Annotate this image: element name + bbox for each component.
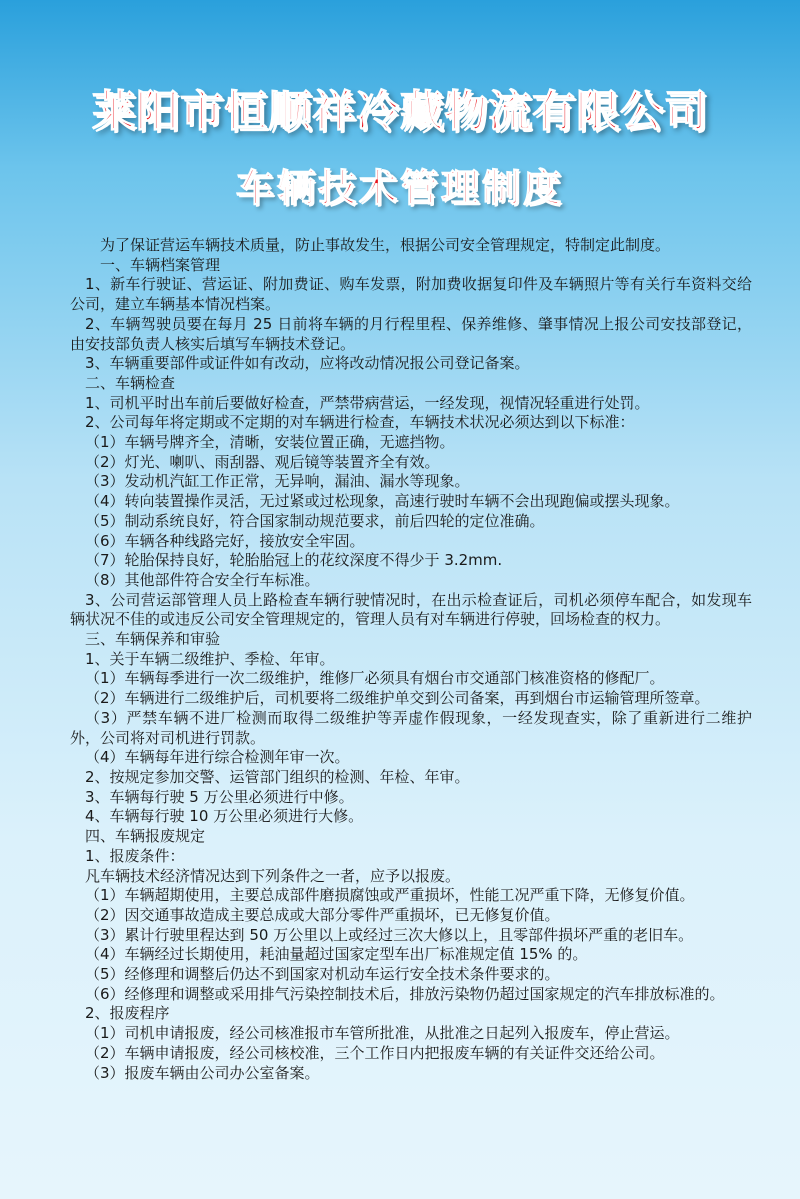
paragraph: （2）因交通事故造成主要总成或大部分零件严重损坏，已无修复价值。 <box>85 905 560 924</box>
company-name: 莱阳市恒顺祥冷藏物流有限公司 <box>92 87 708 137</box>
paragraph: 3、车辆重要部件或证件如有改动，应将改动情况报公司登记备案。 <box>85 354 530 373</box>
paragraph: （2）车辆申请报废，经公司核校准，三个工作日内把报废车辆的有关证件交还给公司。 <box>85 1043 665 1062</box>
paragraph: （6）经修理和调整或采用排气污染控制技术后，排放污染物仍超过国家规定的汽车排放标准的。 <box>85 984 725 1003</box>
paragraph: 2、报废程序 <box>85 1004 170 1023</box>
paragraph: （7）轮胎保持良好，轮胎胎冠上的花纹深度不得少于 3.2mm. <box>85 551 503 570</box>
paragraph: 2、公司每年将定期或不定期的对车辆进行检查，车辆技术状况必须达到以下标准： <box>85 413 635 432</box>
paragraph: 1、报废条件： <box>85 846 185 865</box>
paragraph: 一、车辆档案管理 <box>100 255 221 274</box>
paragraph: （3）严禁车辆不进厂检测而取得二级维护等弄虚作假现象，一经发现查实，除了重新进行二维护外，公司将对司机进行罚款。 <box>70 708 752 747</box>
paragraph: （1）车辆超期使用，主要总成部件磨损腐蚀或严重损坏，性能工况严重下降，无修复价值。 <box>85 886 695 905</box>
paragraph: （3）报废车辆由公司办公室备案。 <box>85 1063 320 1082</box>
paragraph: （3）发动机汽缸工作正常，无异响，漏油、漏水等现象。 <box>85 472 470 491</box>
paragraph: （1）司机申请报废，经公司核准报市车管所批准，从批准之日起列入报废车，停止营运。 <box>85 1024 680 1043</box>
document-title: 车辆技术管理制度 <box>235 166 564 210</box>
paragraph: 1、新车行驶证、营运证、附加费证、购车发票，附加费收据复印件及车辆照片等有关行车资料交给公司，建立车辆基本情况档案。 <box>70 275 752 314</box>
paragraph: （5）经修理和调整后仍达不到国家对机动车运行安全技术条件要求的。 <box>85 965 560 984</box>
paragraph: （4）转向装置操作灵活，无过紧或过松现象，高速行驶时车辆不会出现跑偏或摆头现象。 <box>85 492 680 511</box>
paragraph: 3、公司营运部管理人员上路检查车辆行驶情况时，在出示检查证后，司机必须停车配合，如发现车辆状况不佳的或违反公司安全管理规定的，管理人员有对车辆进行停驶，回场检查的权力。 <box>70 590 752 629</box>
paragraph: （1）车辆每季进行一次二级维护，维修厂必须具有烟台市交通部门核准资格的修配厂。 <box>85 669 665 688</box>
paragraph: 4、车辆每行驶 10 万公里必须进行大修。 <box>85 807 364 826</box>
paragraph: 四、车辆报废规定 <box>85 827 206 846</box>
paragraph: （4）车辆每年进行综合检测年审一次。 <box>85 748 350 767</box>
paragraph: 凡车辆技术经济情况达到下列条件之一者，应予以报废。 <box>85 866 461 885</box>
paragraph: 为了保证营运车辆技术质量，防止事故发生，根据公司安全管理规定，特制定此制度。 <box>100 236 671 254</box>
paragraph: （1）车辆号牌齐全，清晰，安装位置正确，无遮挡物。 <box>85 433 455 452</box>
paragraph: 1、关于车辆二级维护、季检、年审。 <box>85 649 335 668</box>
paragraph: 三、车辆保养和审验 <box>85 630 221 649</box>
paragraph: 3、车辆每行驶 5 万公里必须进行中修。 <box>85 787 354 806</box>
paragraph: （8）其他部件符合安全行车标准。 <box>85 570 320 589</box>
paragraph: （3）累计行驶里程达到 50 万公里以上或经过三次大修以上，且零部件损坏严重的老旧车。 <box>85 925 694 944</box>
paragraph: 2、按规定参加交警、运管部门组织的检测、年检、年审。 <box>85 767 470 786</box>
paragraph: （6）车辆各种线路完好，接放安全牢固。 <box>85 531 365 550</box>
regulation-text <box>70 236 752 1083</box>
paragraph: （4）车辆经过长期使用，耗油量超过国家定型车出厂标准规定值 15% 的。 <box>85 945 588 964</box>
paragraph: 2、车辆驾驶员要在每月 25 日前将车辆的月行程里程、保养维修、肇事情况上报公司安技部登记，由安技部负责人核实后填写车辆技术登记。 <box>70 314 752 353</box>
paragraph: （5）制动系统良好，符合国家制动规范要求，前后四轮的定位准确。 <box>85 511 545 530</box>
paragraph: （2）灯光、喇叭、雨刮器、观后镜等装置齐全有效。 <box>85 452 440 471</box>
paragraph: （2）车辆进行二级维护后，司机要将二级维护单交到公司备案，再到烟台市运输管理所签章。 <box>85 689 710 708</box>
paragraph: 二、车辆检查 <box>85 373 176 392</box>
paragraph: 1、司机平时出车前后要做好检查，严禁带病营运，一经发现，视情况轻重进行处罚。 <box>85 393 650 412</box>
